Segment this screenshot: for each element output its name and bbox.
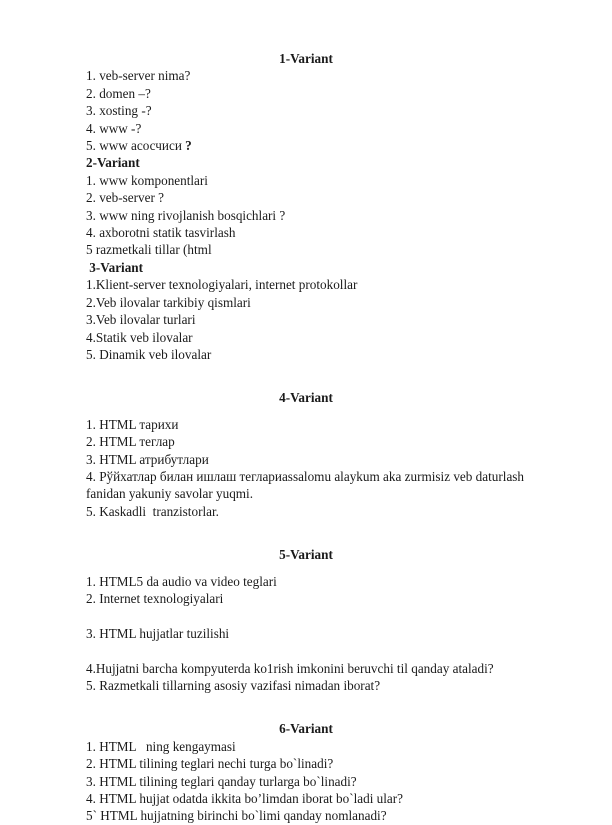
question-line: 4.Hujjatni barcha kompyuterda ko1rish imkonini beruvchi til qanday ataladi?	[86, 660, 494, 676]
question-line: 5. Kaskadli tranzistorlar.	[86, 503, 219, 519]
variant-section-3	[86, 259, 540, 363]
variant-heading-1: 1-Variant	[279, 51, 333, 66]
question-line: 2.Veb ilovalar tarkibiy qismlari	[86, 294, 251, 310]
question-line: 1. HTML5 da audio va video teglari	[86, 573, 277, 589]
document-body	[86, 50, 540, 825]
question-line: 1. www komponentlari	[86, 172, 208, 188]
question-line: 3.Veb ilovalar turlari	[86, 312, 196, 328]
variant-section-1	[86, 50, 540, 154]
variant-heading-6: 6-Variant	[279, 721, 333, 737]
question-line: 1.Klient-server texnologiyalari, internet protokollar	[86, 277, 358, 293]
question-line	[86, 137, 540, 154]
variant-section-4	[86, 389, 540, 520]
heading-spacer	[86, 564, 540, 573]
question-line: 1. veb-server nima?	[86, 68, 191, 84]
question-line: 4. axborotni statik tasvirlash	[86, 225, 236, 241]
question-line: 5. Dinamik veb ilovalar	[86, 346, 212, 362]
question-line: 2. HTML теглар	[86, 434, 175, 450]
question-line: 4. Рўйхатлар билан ишлаш теглариassalomu alaykum aka zurmisiz veb daturlash fanidan yakuniy savolar yuqmi.	[86, 468, 528, 502]
question-line: 5 razmetkali tillar (html	[86, 242, 212, 258]
variant-heading-2: 2-Variant	[86, 155, 140, 171]
variant-section-2	[86, 154, 540, 258]
variant-heading-4: 4-Variant	[279, 390, 333, 406]
question-line: 5. Razmetkali tillarning asosiy vazifasi nimadan iborat?	[86, 677, 381, 693]
question-line: 1. HTML тарихи	[86, 416, 179, 432]
variant-section-5	[86, 546, 540, 694]
question-line: 3. www ning rivojlanish bosqichlari ?	[86, 207, 286, 223]
section-spacer	[86, 694, 540, 720]
bold-question-mark: ?	[185, 138, 192, 154]
variant-heading-3: 3-Variant	[86, 259, 144, 275]
blank-line	[86, 642, 540, 659]
question-line: 3. xosting -?	[86, 103, 152, 119]
question-text: 5. www асосчиси	[86, 138, 186, 154]
section-spacer	[86, 363, 540, 389]
variant-section-6	[86, 720, 540, 824]
question-line: 2. veb-server ?	[86, 190, 164, 206]
heading-spacer	[86, 407, 540, 416]
question-line: 2. domen –?	[86, 85, 151, 101]
question-line: 4. HTML hujjat odatda ikkita bo’limdan iborat bo`ladi ular?	[86, 791, 404, 806]
question-line: 2. HTML tilining teglari nechi turga bo`linadi?	[86, 756, 334, 772]
question-line: 4. www -?	[86, 120, 142, 136]
section-spacer	[86, 520, 540, 546]
variant-heading-5: 5-Variant	[279, 547, 333, 563]
question-line: 3. HTML hujjatlar tuzilishi	[86, 625, 230, 641]
question-line: 3. HTML tilining teglari qanday turlarga bo`linadi?	[86, 773, 357, 789]
question-line: 4.Statik veb ilovalar	[86, 329, 193, 345]
blank-line	[86, 607, 540, 624]
question-line: 3. HTML атрибутлари	[86, 451, 209, 467]
question-line: 5` HTML hujjatning birinchi bo`limi qanday nomlanadi?	[86, 808, 387, 824]
question-line: 2. Internet texnologiyalari	[86, 590, 224, 606]
question-line: 1. HTML ning kengaymasi	[86, 738, 236, 754]
